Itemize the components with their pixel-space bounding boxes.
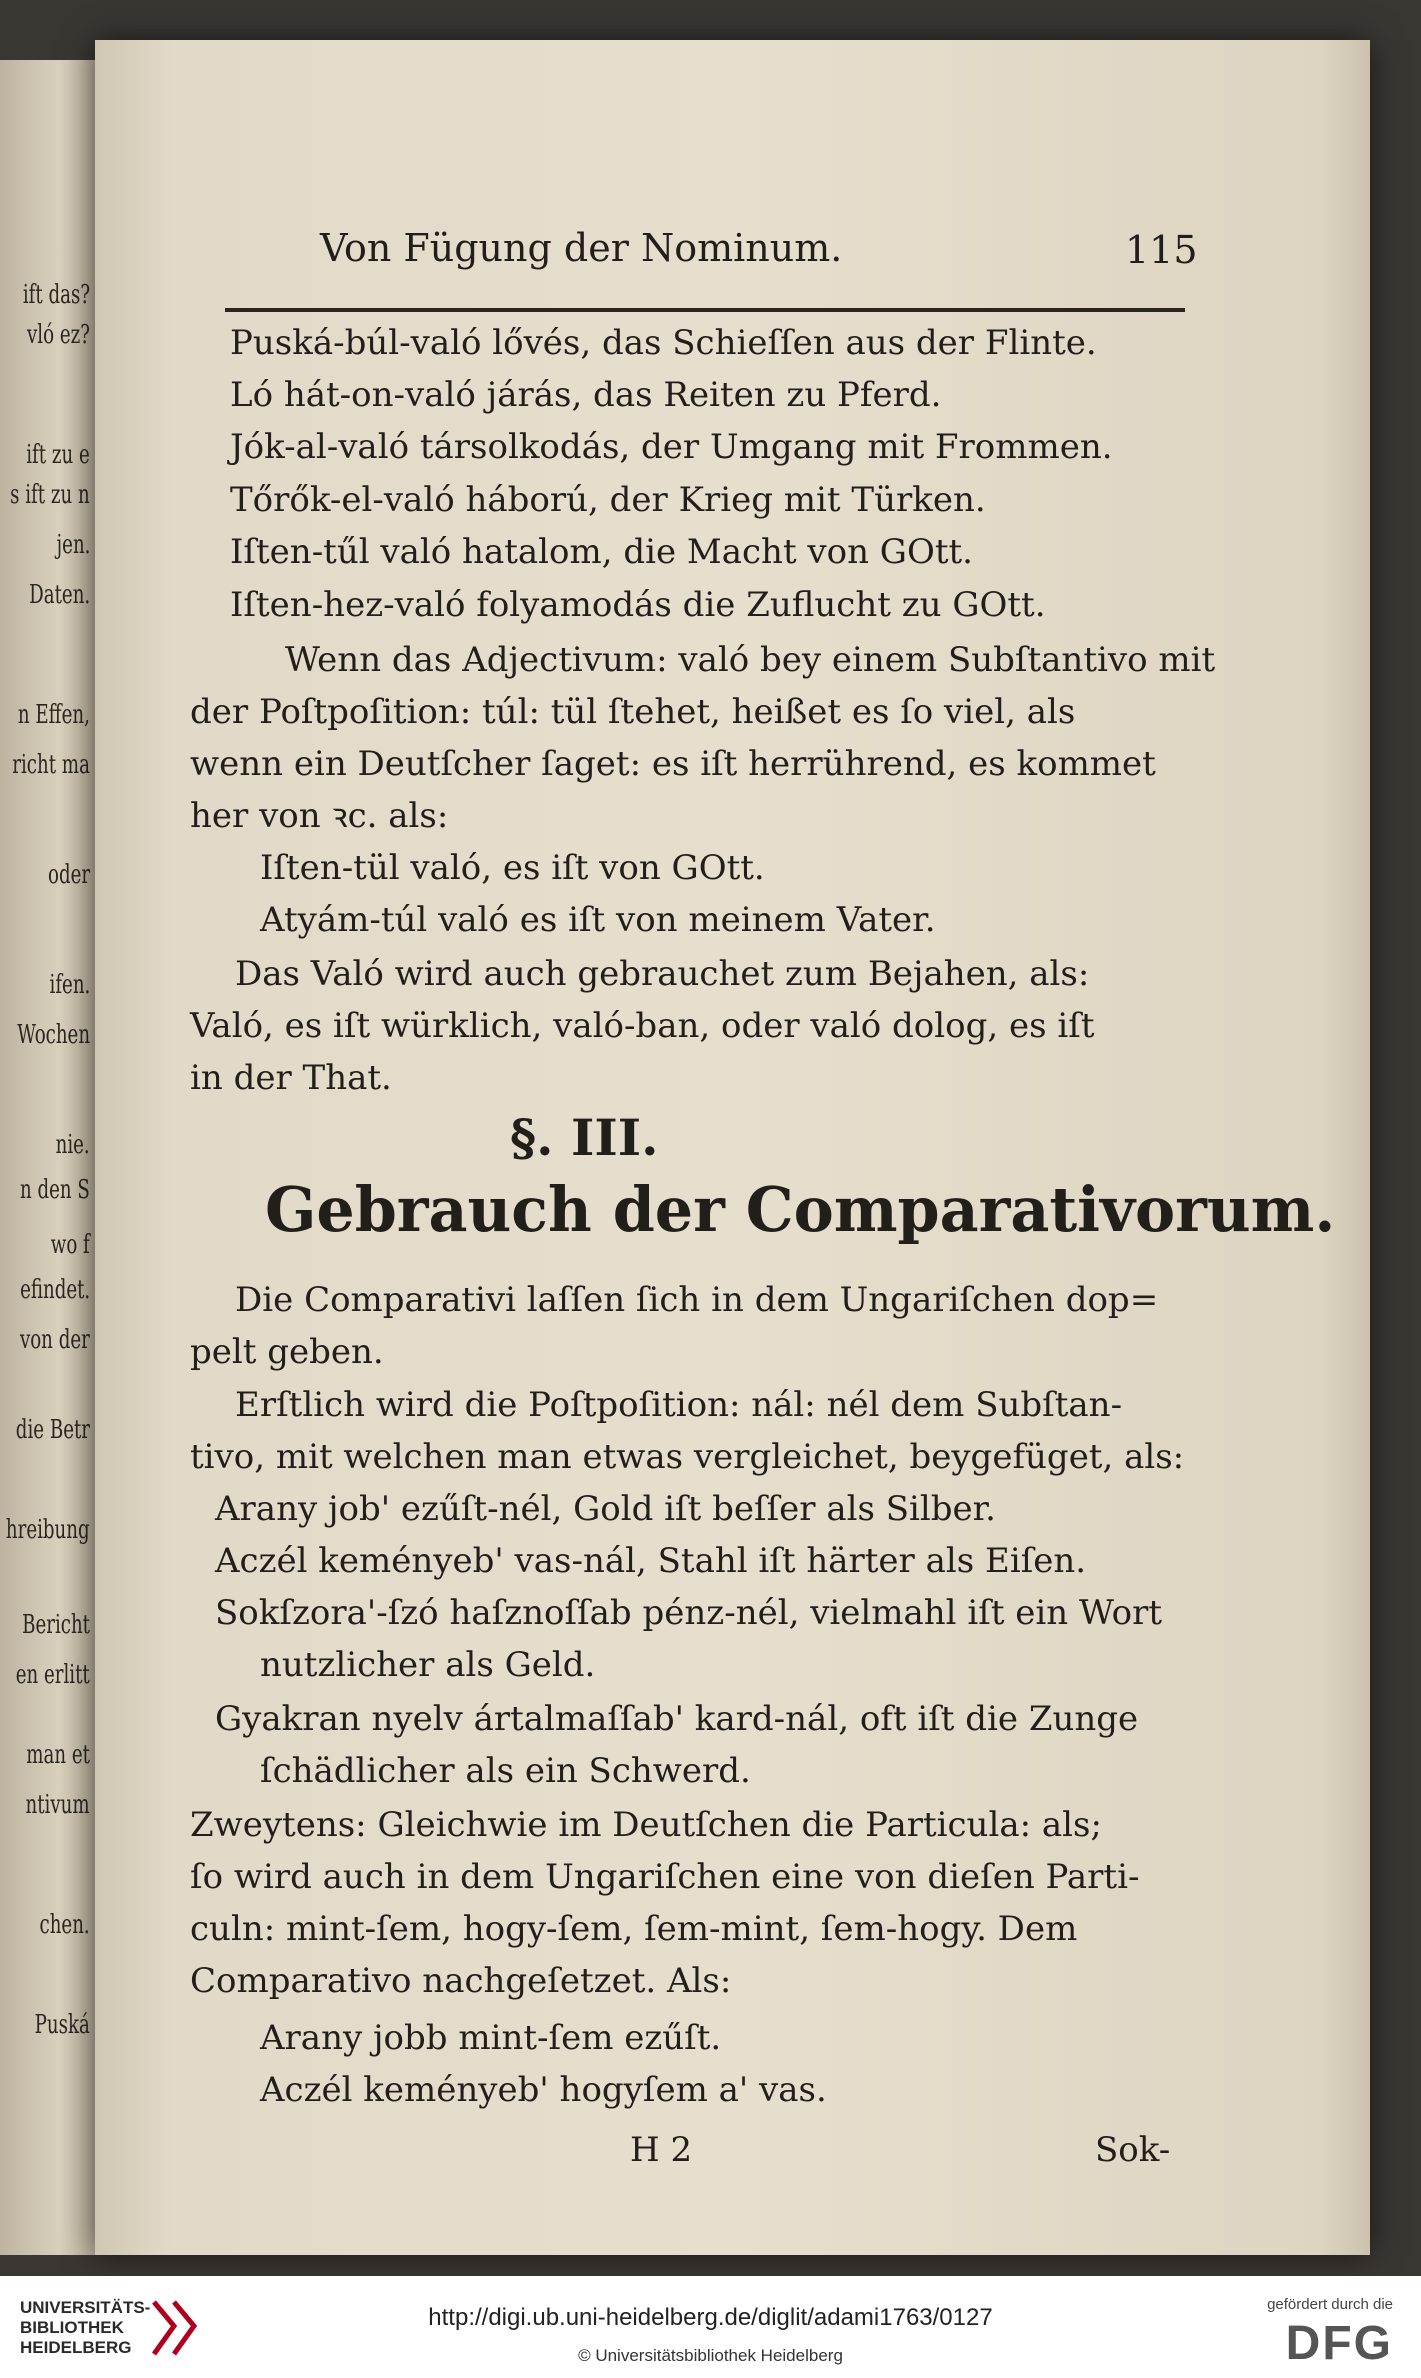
page-number: 115 (1125, 228, 1198, 272)
text-line: Iſten-tűl való hatalom, die Macht von GOtt. (230, 532, 973, 572)
running-head: Von Fügung der Nominum. (320, 226, 843, 270)
left-text-fragment: wo f (50, 1230, 90, 1260)
left-text-fragment: man et (26, 1740, 90, 1770)
left-text-fragment: nie. (55, 1130, 90, 1160)
left-text-fragment: oder (47, 860, 90, 890)
permalink[interactable]: http://digi.ub.uni-heidelberg.de/diglit/adami1763/0127 (428, 2304, 993, 2331)
text-line: Gyakran nyelv ártalmaſſab' kard-nál, oft iſt die Zunge (215, 1699, 1139, 1739)
left-text-fragment: n den S (20, 1175, 90, 1205)
library-logo-line: BIBLIOTHEK (20, 2318, 124, 2337)
left-text-fragment: jen. (56, 530, 90, 560)
text-line: her von ꝛc. als: (190, 796, 449, 836)
left-text-fragment: ift das? (22, 280, 90, 310)
left-text-fragment: richt ma (12, 750, 90, 780)
dfg-logo[interactable]: DFG (1285, 2317, 1393, 2370)
library-logo-line: HEIDELBERG (20, 2338, 132, 2357)
funding-note: gefördert durch die (1267, 2296, 1393, 2313)
left-text-fragment: ifen. (49, 970, 90, 1000)
left-text-fragment: vló ez? (27, 320, 90, 350)
left-text-fragment: Puská (34, 2010, 90, 2040)
header-rule (225, 308, 1185, 312)
text-line: Tőrők-el-való háború, der Krieg mit Türken. (230, 480, 986, 520)
left-text-fragment: von der (20, 1325, 90, 1355)
text-line: nutzlicher als Geld. (260, 1645, 596, 1685)
left-text-fragment: Wochen (17, 1020, 90, 1050)
text-line: Aczél keményeb' vas-nál, Stahl iſt härter als Eiſen. (215, 1541, 1087, 1581)
text-line: Das Való wird auch gebrauchet zum Bejahen, als: (235, 954, 1090, 994)
signature-mark: H 2 (630, 2130, 693, 2170)
text-line: Atyám-túl való es iſt von meinem Vater. (260, 900, 936, 940)
catchword: Sok- (1095, 2130, 1171, 2170)
book-page (95, 40, 1370, 2255)
text-line: ſo wird auch in dem Ungariſchen eine von dieſen Parti- (190, 1857, 1140, 1897)
library-logo-line: UNIVERSITÄTS- (20, 2298, 151, 2317)
left-text-fragment: die Betr (15, 1415, 90, 1445)
left-text-fragment: ift zu e (26, 440, 90, 470)
text-line: Erſtlich wird die Poſtpoſition: nál: nél dem Subſtan- (235, 1385, 1123, 1425)
text-line: Wenn das Adjectivum: való bey einem Subſtantivo mit (285, 640, 1216, 680)
text-line: Die Comparativi laſſen ſich in dem Ungariſchen dop= (235, 1280, 1159, 1320)
left-text-fragment: chen. (39, 1910, 90, 1940)
text-line: Sokſzora'-ſzó haſznoſſab pénz-nél, vielmahl iſt ein Wort (215, 1593, 1163, 1633)
text-line: Arany job' ezűſt-nél, Gold iſt beſſer als Silber. (215, 1489, 996, 1529)
text-line: Zweytens: Gleichwie im Deutſchen die Particula: als; (190, 1805, 1102, 1845)
left-text-fragment: n Effen, (17, 700, 90, 730)
section-number: §. III. (510, 1108, 659, 1167)
left-text-fragment: ntivum (25, 1790, 90, 1820)
text-line: Aczél keményeb' hogyſem a' vas. (260, 2070, 827, 2110)
section-title: Gebrauch der Comparativorum. (265, 1173, 1336, 1246)
left-text-fragment: en erlitt (15, 1660, 90, 1690)
text-line: Iſten-tül való, es iſt von GOtt. (260, 848, 765, 888)
text-line: tivo, mit welchen man etwas vergleichet, beygefüget, als: (190, 1437, 1185, 1477)
text-line: Comparativo nachgeſetzet. Als: (190, 1961, 732, 2001)
left-text-fragment: s ift zu n (10, 480, 90, 510)
text-line: Puská-búl-való lővés, das Schieſſen aus der Flinte. (230, 323, 1097, 363)
text-line: in der That. (190, 1058, 392, 1098)
text-line: ſchädlicher als ein Schwerd. (260, 1751, 751, 1791)
text-line: Jók-al-való társolkodás, der Umgang mit Frommen. (230, 427, 1113, 467)
left-page-fragment (0, 60, 98, 2255)
text-line: Való, es iſt würklich, való-ban, oder való dolog, es iſt (190, 1006, 1095, 1046)
text-line: Ló hát-on-való járás, das Reiten zu Pferd. (230, 375, 942, 415)
left-text-fragment: efindet. (19, 1275, 90, 1305)
text-line: der Poſtpoſition: túl: tül ſtehet, heißet es ſo viel, als (190, 692, 1076, 732)
left-text-fragment: hreibung (6, 1515, 90, 1545)
text-line: pelt geben. (190, 1332, 384, 1372)
left-text-fragment: Daten. (28, 580, 90, 610)
text-line: culn: mint-ſem, hogy-ſem, ſem-mint, ſem-hogy. Dem (190, 1909, 1078, 1949)
left-text-fragment: Bericht (22, 1610, 90, 1640)
viewer-footer (0, 2276, 1421, 2378)
text-line: Iſten-hez-való folyamodás die Zuflucht zu GOtt. (230, 585, 1046, 625)
text-line: wenn ein Deutſcher ſaget: es iſt herrührend, es kommet (190, 744, 1156, 784)
text-line: Arany jobb mint-ſem ezűſt. (260, 2018, 722, 2058)
copyright-notice: © Universitätsbibliothek Heidelberg (578, 2346, 843, 2365)
